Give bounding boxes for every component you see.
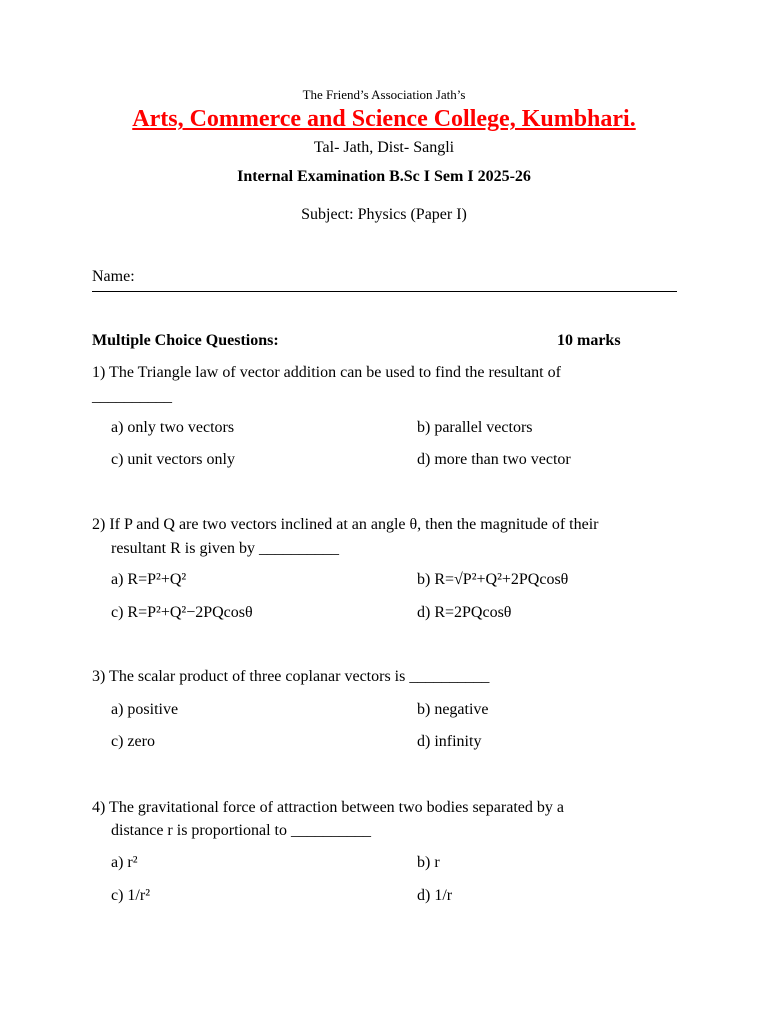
section-marks: 10 marks bbox=[557, 332, 621, 349]
college-location: Tal- Jath, Dist- Sangli bbox=[313, 139, 455, 156]
question-1-option-c: c) unit vectors only bbox=[111, 451, 235, 468]
name-label: Name: bbox=[92, 268, 135, 285]
question-1-blank: __________ bbox=[92, 388, 172, 405]
question-3-option-d: d) infinity bbox=[417, 733, 482, 750]
section-title: Multiple Choice Questions: bbox=[92, 332, 279, 349]
association-name: The Friend’s Association Jath’s bbox=[302, 87, 466, 102]
question-3-option-b: b) negative bbox=[417, 701, 489, 718]
exam-title: Internal Examination B.Sc I Sem I 2025-26 bbox=[237, 168, 531, 185]
question-3-option-a: a) positive bbox=[111, 701, 179, 718]
question-3-text: 3) The scalar product of three coplanar vectors is __________ bbox=[92, 668, 490, 685]
question-1-option-a: a) only two vectors bbox=[111, 419, 235, 436]
question-2-option-c: c) R=P²+Q²−2PQcosθ bbox=[111, 604, 253, 621]
question-4-text: 4) The gravitational force of attraction between two bodies separated by a bbox=[92, 799, 564, 816]
question-2-option-b: b) R=√P²+Q²+2PQcosθ bbox=[417, 571, 569, 588]
question-2-option-a: a) R=P²+Q² bbox=[111, 571, 187, 588]
college-title: Arts, Commerce and Science College, Kumbhari. bbox=[132, 106, 636, 132]
question-4-option-b: b) r bbox=[417, 854, 440, 871]
question-2-text: 2) If P and Q are two vectors inclined at an angle θ, then the magnitude of their bbox=[92, 516, 599, 533]
question-4-option-d: d) 1/r bbox=[417, 887, 453, 904]
question-4-option-c: c) 1/r² bbox=[111, 887, 150, 904]
question-2-option-d: d) R=2PQcosθ bbox=[417, 604, 512, 621]
question-2-text-cont: resultant R is given by __________ bbox=[111, 540, 339, 557]
question-1-option-b: b) parallel vectors bbox=[417, 419, 533, 436]
subject-line: Subject: Physics (Paper I) bbox=[301, 206, 467, 223]
question-1-option-d: d) more than two vector bbox=[417, 451, 571, 468]
question-4-option-a: a) r² bbox=[111, 854, 138, 871]
name-fill-line bbox=[92, 291, 677, 292]
question-3-option-c: c) zero bbox=[111, 733, 155, 750]
question-1-text: 1) The Triangle law of vector addition can be used to find the resultant of bbox=[92, 364, 561, 381]
question-4-text-cont: distance r is proportional to __________ bbox=[111, 822, 371, 839]
